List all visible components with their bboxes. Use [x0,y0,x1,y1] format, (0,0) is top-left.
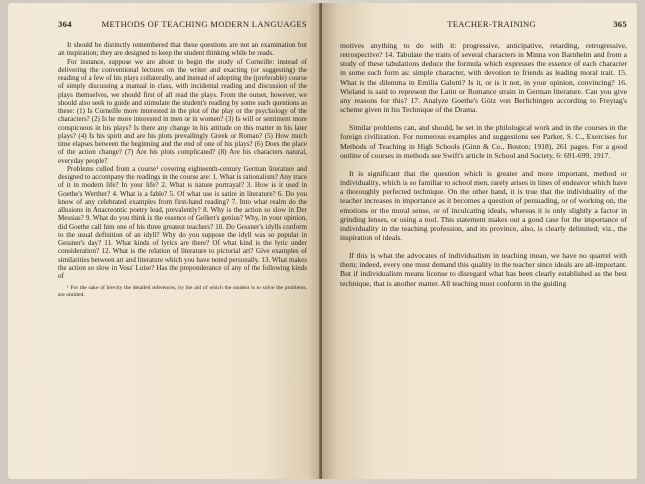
left-paragraph-2: For instance, suppose we are about to begin the study of Corneille: instead of delivering the conventional lectures on the writer and exacting (or suggesting) the reading of a few of his plays collaterally, and instead of adopting the (preferable) course of simply discussing a manual in class, with incidental reading and discussion of the plays themselves, we should first of all read the plays. From the outset, however, we should also seek to guide and stimulate the student's reading by some such questions as these: (1) Is Corneille more interested in the plot of the play or the psychology of the characters? (2) Is he more interested in men or in women? (3) Is will or sentiment more conspicuous in his plays? Is there any change in his attitude on this matter in his later plays? (4) Is his spirit and are his plots prevailingly Greek or Roman? (5) How much time elapses between the beginning and the end of one of his plays? (6) Does the place of the action change? (7) Are his plots complicated? (8) Are his characters natural, everyday people? [58,57,307,165]
right-paragraph-1: motives anything to do with it: progressive, anticipative, retarding, retrogressive, retrospective? 14. Tabulate the traits of several characters in Minna von Barnhelm and from a study of these tabulations deduce the formula which expresses the essence of each character in some such form as: simple character, with devotion to friends as leading moral trait. 15. What is the dilemma in Emilia Galotti? Is it, or is it not, in your opinion, convincing? 16. Wieland is said to represent the Latin or Romance strain in German literature. Can you give any reasons for this? 17. Analyze Goethe's Götz von Berlichingen according to Freytag's scheme given in his Technique of the Drama. [340,41,627,115]
left-body-text [58,41,307,299]
left-paragraph-1: It should be distinctly remembered that these questions are not an examination but an inspiration; they are designed to keep the student thinking while he reads. [58,41,307,58]
right-body-text [340,41,627,288]
left-paragraph-3: Problems culled from a course¹ covering eighteenth-century German literature and designed to accompany the readings in the course are: 1. What is rationalism? Any trace of it in modern life? In your life? 2. What is nature portrayal? 3. How is it used in Goethe's Werther? 4. What is a fable? 5. Of what use is satire in literature? 6. Do you know of any celebrated examples from first-hand reading? 7. Into what realm do the allusions in Anacreontic poetry lead, prevalently? 8. Why is the action so slow in Der Messias? 9. What do you think is the essence of Gellert's genius? Why, in your opinion, did Goethe call him one of his three greatest teachers? 10. Do Gessner's idylls conform to the usual definition of an idyll? Why do you suppose the idyll was so popular in Gessner's day? 11. What kinds of lyrics are there? Of what kind is the lyric under consideration? 12. What is the relation of literature to pictorial art? Give examples of similarities between art and literature which you have noted personally. 13. What makes the action so slow in Voss' Luise? Has the preponderance of any of the following kinds of [58,164,307,280]
left-footnote: ¹ For the sake of brevity the detailed references, by the aid of which the student is to solve the problems, are omitted. [58,285,307,299]
right-page-number: 365 [613,19,627,29]
left-running-head-title: METHODS OF TEACHING MODERN LANGUAGES [101,19,307,29]
right-running-head-title: TEACHER-TRAINING [447,19,537,29]
right-running-head [340,19,627,29]
right-paragraph-3: It is significant that the question which is greater and more important, method or individuality, which is so familiar to school men, rarely arises in lines of endeavor which have a thoroughly perfected technique. On the other hand, it is true that the individuality of the teacher increases in importance as it becomes a question of persuading, or of working on, the emotions or the moral sense, or of inculcating ideals, whereas it is only slightly a factor in grinding lenses, or using a tool. This statement makes out a good case for the importance of individuality in the teaching profession, and its province, also, is clearly delimited; viz., the inspiration of ideals. [340,168,627,242]
left-page-number: 364 [58,19,72,29]
right-paragraph-4: If this is what the advocates of individualism in teaching mean, we have no quarrel with them; indeed, every one must demand this quality in the teacher since ideals are all-important. But if individualism means license to disregard what has been clearly established as the best technique, that is another matter. All teaching must conform in the guiding [340,251,627,288]
right-paragraph-2: Similar problems can, and should, be set in the philological work and in the courses in the foreign civilization. For numerous examples and suggestions see Parker, S. C., Exercises for Methods of Teaching in High Schools (Ginn & Co., Boston; 1918), 261 pages. For a good outline of courses in methods see Swift's article in School and Society, 6: 691-699, 1917. [340,123,627,160]
left-running-head [58,19,307,29]
left-page [8,3,321,479]
right-page [322,3,637,479]
